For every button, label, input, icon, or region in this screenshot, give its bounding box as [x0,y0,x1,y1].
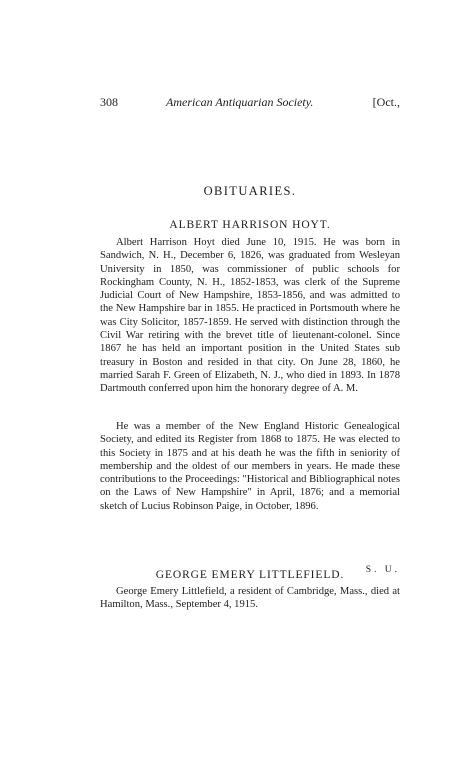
running-month: [Oct., [372,95,400,109]
obituary-signature: S. U. [365,565,400,575]
page-number: 308 [100,95,118,109]
obituary-heading-hoyt: ALBERT HARRISON HOYT. [169,219,331,231]
section-title: OBITUARIES. [203,184,297,198]
running-title: American Antiquarian Society. [166,95,314,109]
obituary-paragraph: He was a member of the New England Historic Genealogical Society, and edited its Register from 1868 to 1875. He was elected to this Society in 1875 and at his death he was the fifth in seniority of membership and the oldest of our members in years. He made these contributions to the Proceedings: "Historical and Bibliographical notes on the Laws of New Hampshire" in April, 1876; and a memorial sketch of Lucius Robinson Paige, in October, 1896. [100,421,401,512]
obituary-heading-littlefield: GEORGE EMERY LITTLEFIELD. [155,569,345,581]
obituary-paragraph: Albert Harrison Hoyt died June 10, 1915. He was born in Sandwich, N. H., December 6, 1826, was graduated from Wesleyan University in 1850, was commissioner of public schools for Rockingham County, N. H., 1852-1853, was clerk of the Supreme Judicial Court of New Hampshire, 1853-1856, and was admitted to the New Hampshire bar in 1855. He practiced in Portsmouth where he was City Solicitor, 1857-1859. He served with distinction through the Civil War retiring with the brevet title of lieutenant-colonel. Since 1867 he has held an important position in the United States sub treasury in Boston and resided in that city. On June 28, 1860, he married Sarah F. Green of Elizabeth, N. J., who died in 1893. In 1878 Dartmouth conferred upon him the honorary degree of A. M. [100,237,400,395]
running-header [100,95,400,111]
obituary-paragraph: George Emery Littlefield, a resident of Cambridge, Mass., died at Hamilton, Mass., September 4, 1915. [100,586,400,611]
